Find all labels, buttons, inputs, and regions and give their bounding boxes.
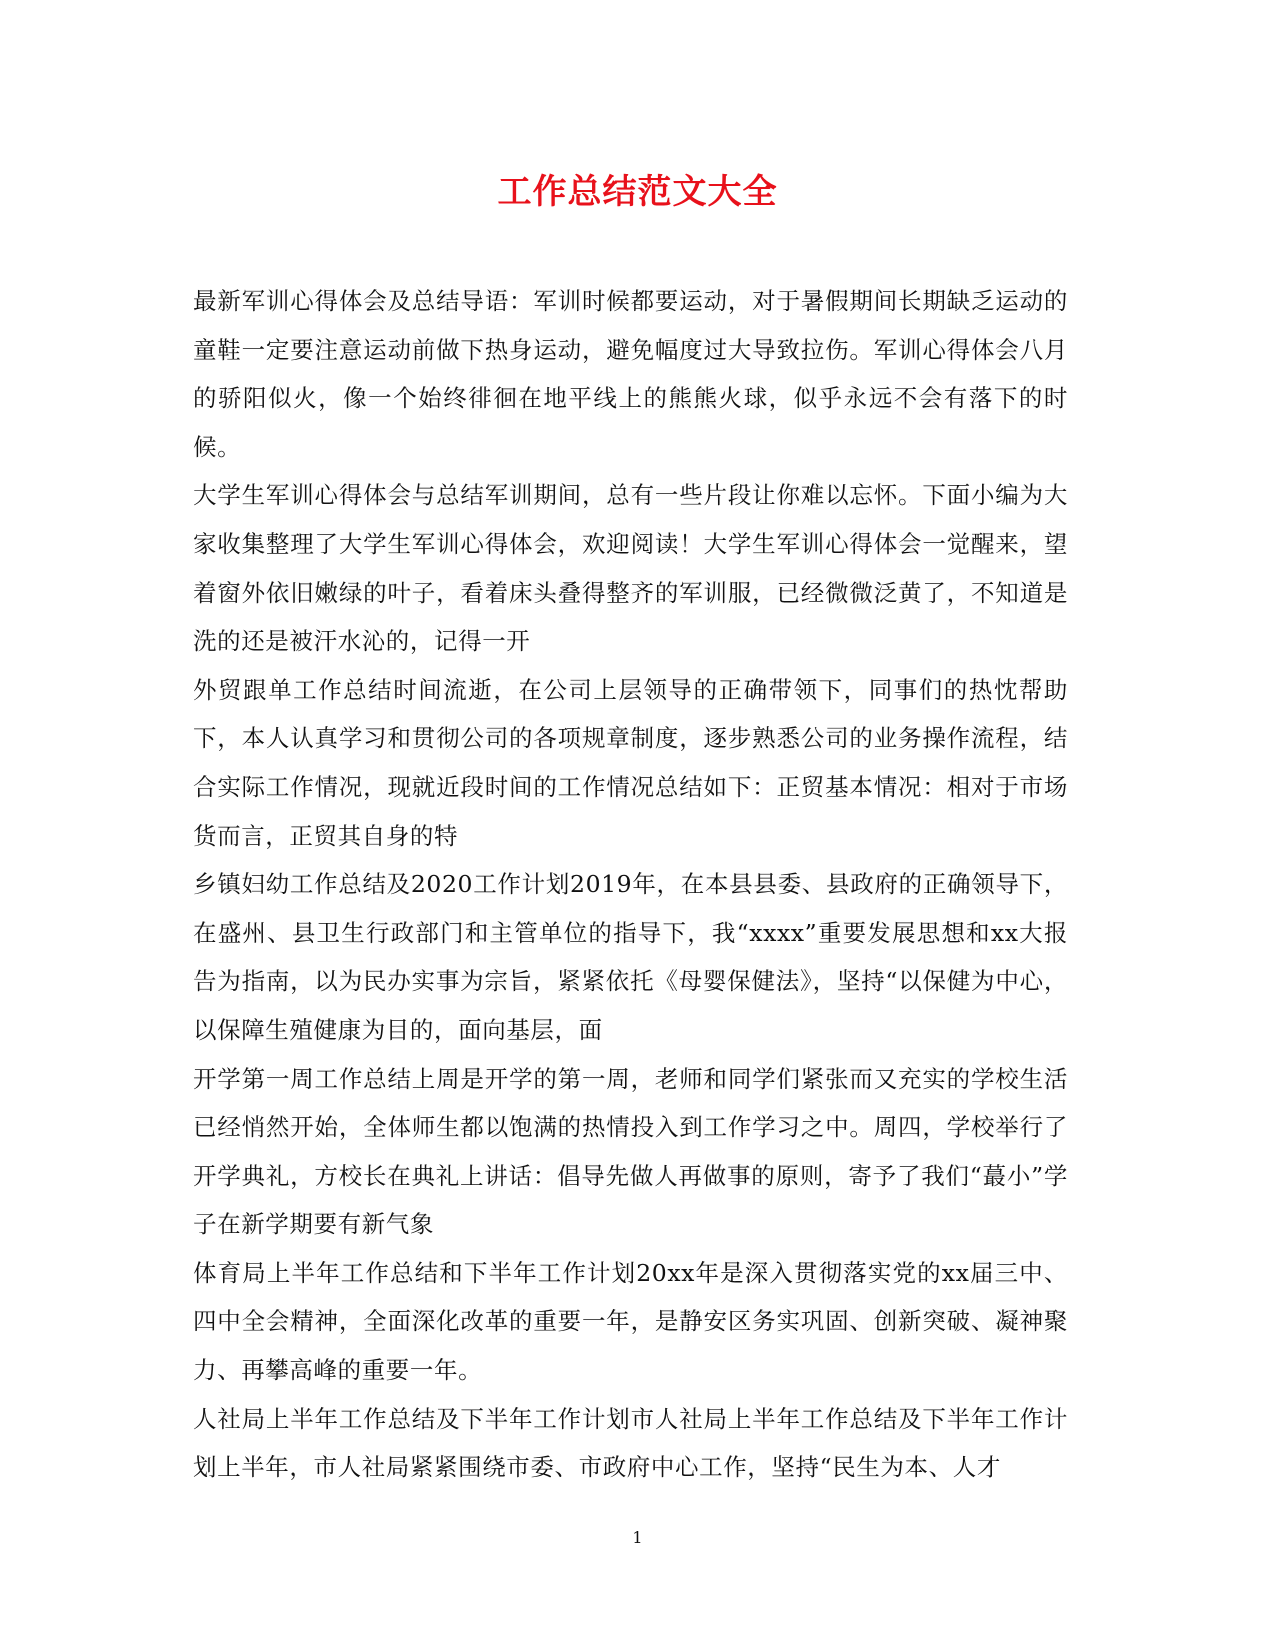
paragraph-military-training-summary: 最新军训心得体会及总结导语：军训时候都要运动，对于暑假期间长期缺乏运动的童鞋一定要注意运动前做下热身运动，避免幅度过大导致拉伤。军训心得体会八月的骄阳似火，像一个始终徘徊在地平线上的熊熊火球，似乎永远不会有落下的时候。: [193, 287, 1068, 461]
document-title: 工作总结范文大全: [497, 172, 778, 212]
paragraph-maternal-child-health-summary: 乡镇妇幼工作总结及2020工作计划2019年，在本县县委、县政府的正确领导下，在盛州、县卫生行政部门和主管单位的指导下，我“xxxx”重要发展思想和xx大报告为指南，以为民办实事为宗旨，紧紧依托《母婴保健法》，坚持“以保健为中心，以保障生殖健康为目的，面向基层，面: [193, 870, 1068, 1044]
paragraph-university-military-training: 大学生军训心得体会与总结军训期间，总有一些片段让你难以忘怀。下面小编为大家收集整理了大学生军训心得体会，欢迎阅读！大学生军训心得体会一觉醒来，望着窗外依旧嫩绿的叶子，看着床头叠得整齐的军训服，已经微微泛黄了，不知道是洗的还是被汗水沁的，记得一开: [193, 481, 1068, 656]
paragraph-foreign-trade-summary: 外贸跟单工作总结时间流逝，在公司上层领导的正确带领下，同事们的热忱帮助下，本人认真学习和贯彻公司的各项规章制度，逐步熟悉公司的业务操作流程，结合实际工作情况，现就近段时间的工作情况总结如下：正贸基本情况：相对于市场货而言，正贸其自身的特: [193, 675, 1068, 850]
paragraph-sports-bureau-summary: 体育局上半年工作总结和下半年工作计划20xx年是深入贯彻落实党的xx届三中、四中全会精神，全面深化改革的重要一年，是静安区务实巩固、创新突破、凝神聚力、再攀高峰的重要一年。: [193, 1258, 1068, 1385]
paragraph-human-resources-bureau-summary: 人社局上半年工作总结及下半年工作计划市人社局上半年工作总结及下半年工作计划上半年，市人社局紧紧围绕市委、市政府中心工作，坚持“民生为本、人才: [193, 1404, 1068, 1482]
page-number: 1: [632, 1528, 643, 1547]
document-body: [193, 277, 1068, 1492]
paragraph-first-week-school-summary: 开学第一周工作总结上周是开学的第一周，老师和同学们紧张而又充实的学校生活已经悄然开始，全体师生都以饱满的热情投入到工作学习之中。周四，学校举行了开学典礼，方校长在典礼上讲话：倡导先做人再做事的原则，寄予了我们“蕞小”学子在新学期要有新气象: [193, 1064, 1068, 1239]
